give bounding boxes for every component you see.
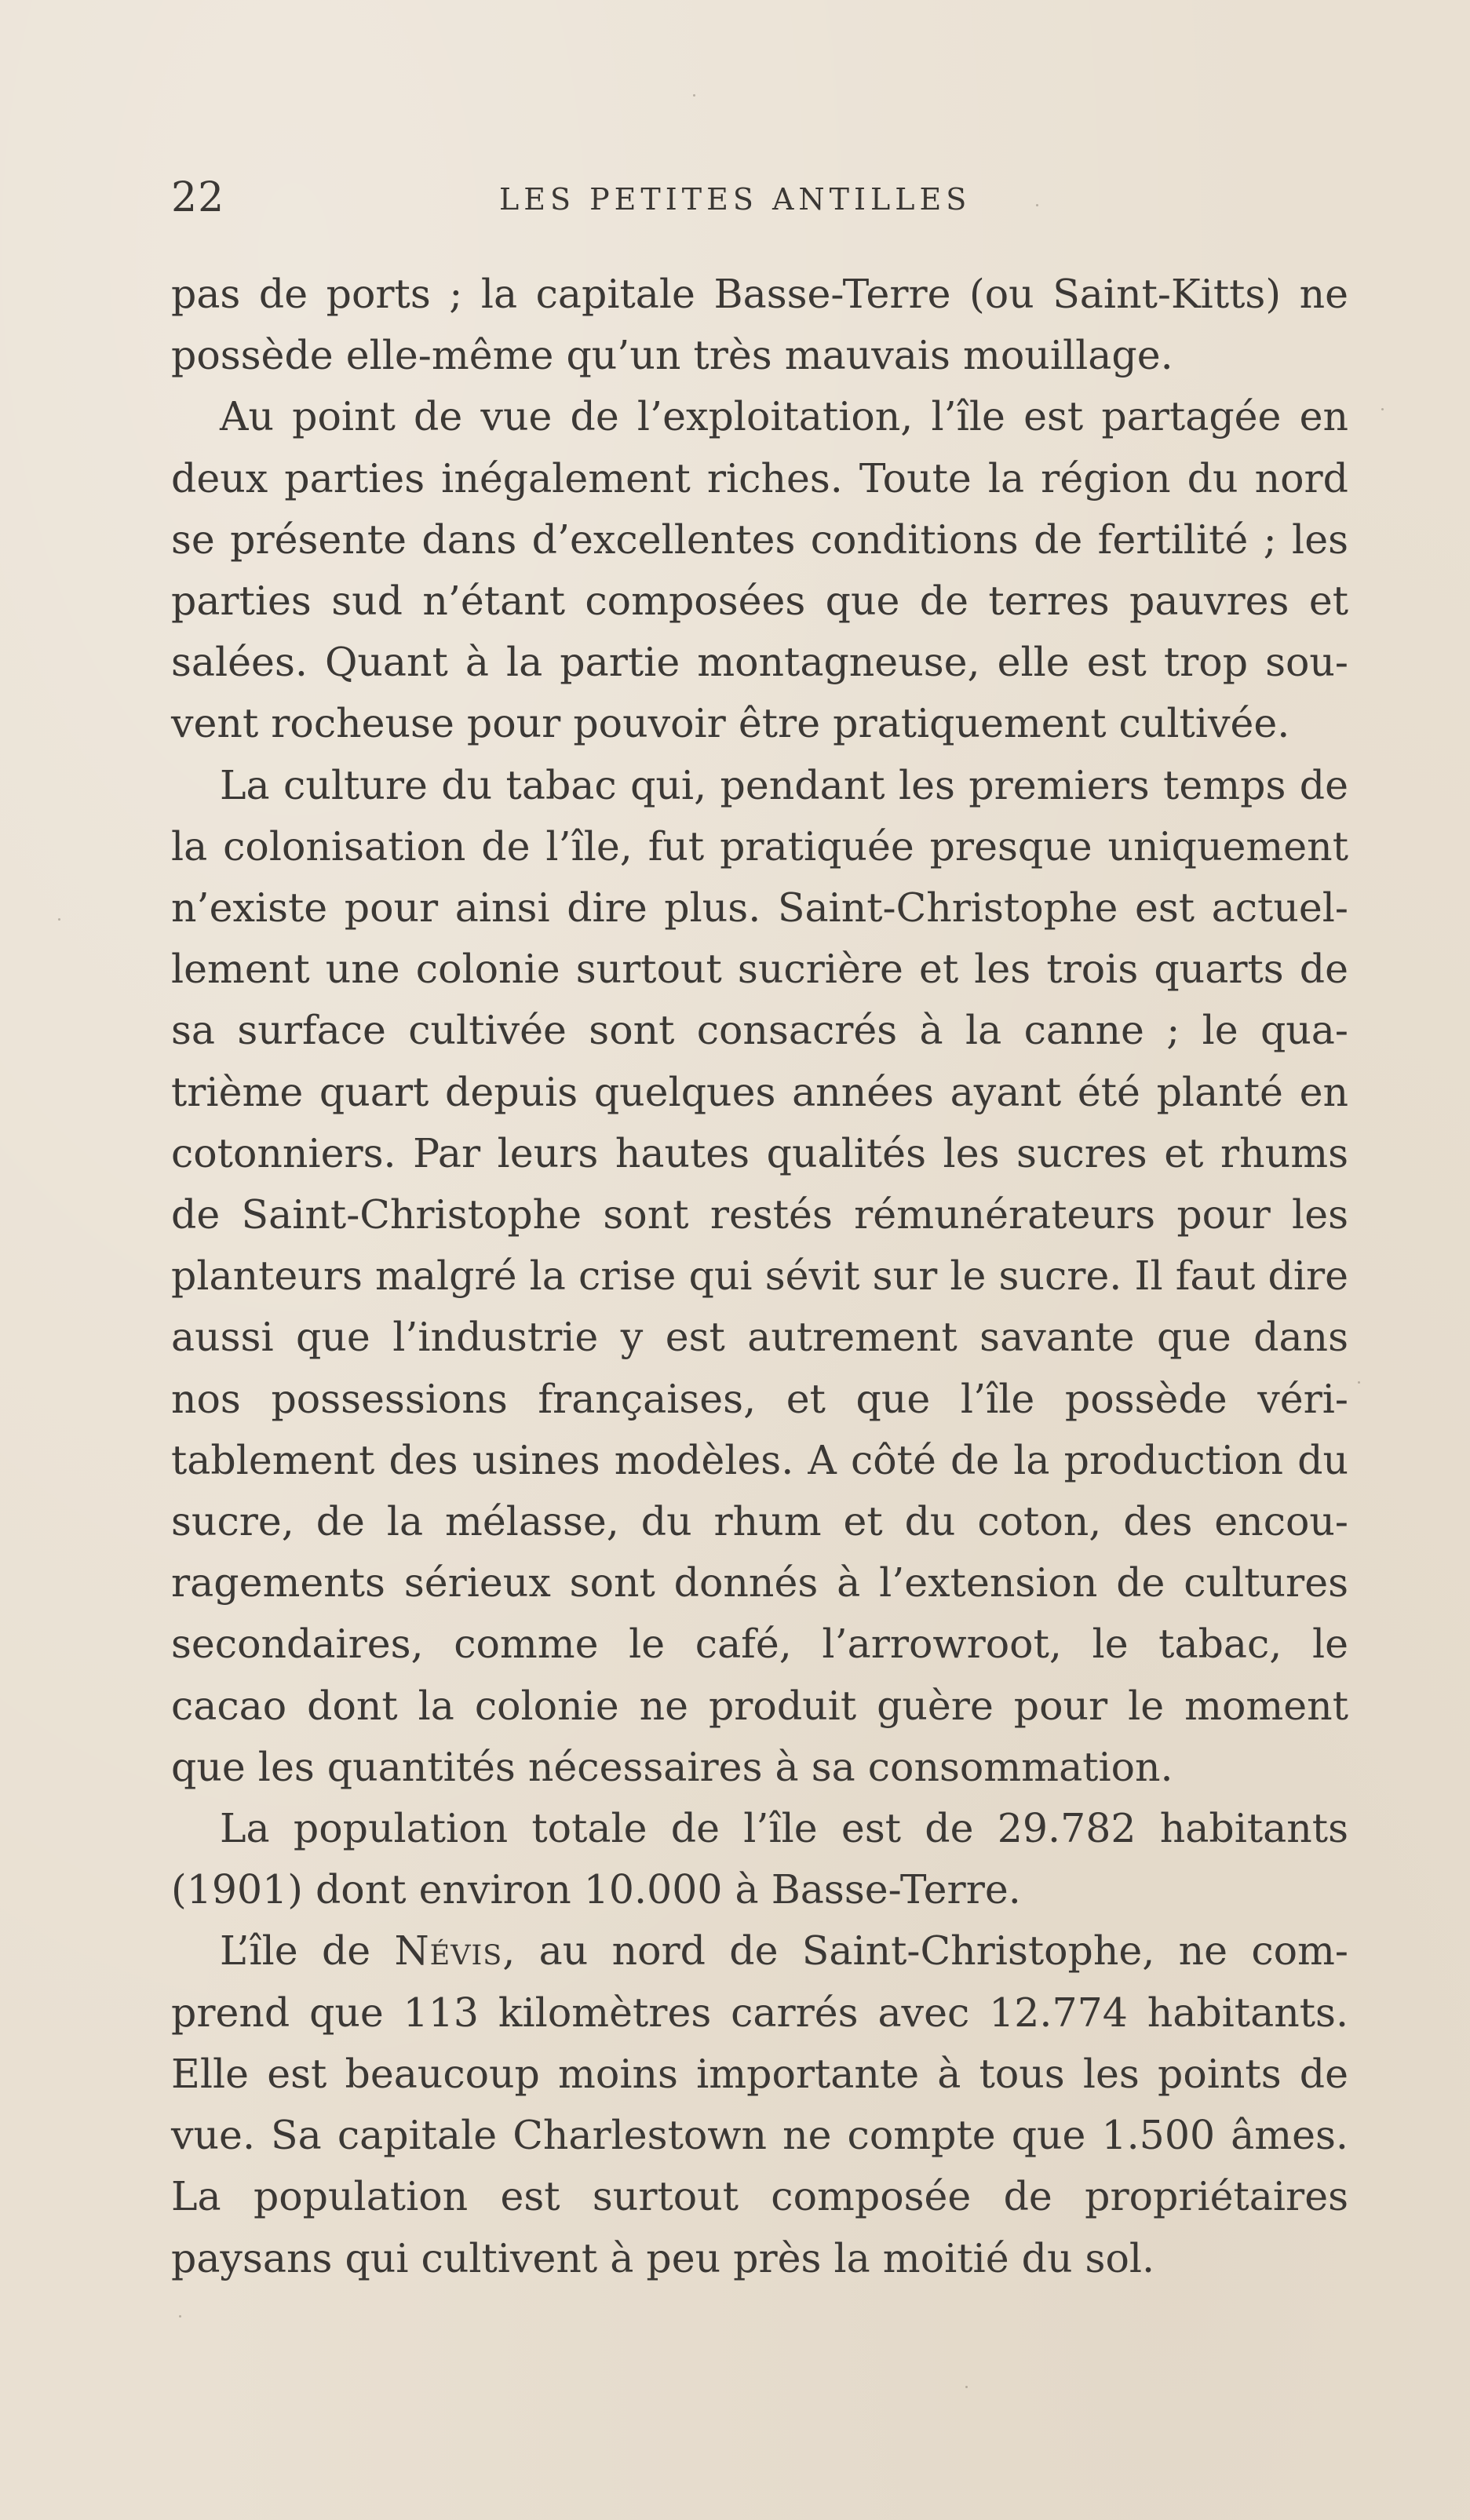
nevis-island-name: Névis	[394, 1927, 503, 1975]
paper-speck	[1036, 204, 1038, 206]
nevis-prefix: L’île de	[220, 1927, 395, 1975]
paragraph-culture: La culture du tabac qui, pendant les premiers temps de la colonisation de l’île, fut pratiquée presque uniquement n’existe pour ainsi dire plus. Saint-Christophe est actuellement une colonie surtout sucrière et les trois quarts de sa surface cultivée sont consacrés à la canne ; le quatrième quart depuis quelques années ayant été planté en cotonniers. Par leurs hautes qualités les sucres et rhums de Saint-Christophe sont restés rémunérateurs pour les planteurs malgré la crise qui sévit sur le sucre. Il faut dire aussi que l’industrie y est autrement savante que dans nos possessions françaises, et que l’île possède véritablement des usines modèles. A côté de la production du sucre, de la mélasse, du rhum et du coton, des encouragements sérieux sont donnés à l’extension de cultures secondaires, comme le café, l’arrowroot, le tabac, le cacao dont la colonie ne produit guère pour le moment que les quantités nécessaires à sa consommation.	[171, 761, 1348, 1790]
paragraph-nevis	[171, 1920, 1348, 2288]
running-title: LES PETITES ANTILLES	[499, 182, 972, 217]
body-text	[171, 264, 1348, 2289]
paper-speck	[1358, 1381, 1360, 1384]
paragraph-ports: pas de ports ; la capitale Basse-Terre (ou Saint-Kitts) ne possède elle-même qu’un très mauvais mouillage.	[171, 271, 1348, 379]
paper-speck	[58, 918, 60, 921]
paper-speck	[179, 2315, 181, 2318]
paper-speck	[693, 94, 695, 97]
running-head	[171, 174, 1348, 221]
paper-speck	[1381, 408, 1384, 410]
paragraph-population: La population totale de l’île est de 29.782 habitants (1901) dont environ 10.000 à Basse-Terre.	[171, 1805, 1348, 1913]
paragraph-exploitation: Au point de vue de l’exploitation, l’île est partagée en deux parties inégalement riches. Toute la région du nord se présente dans d’excellentes conditions de fertilité ; les parties sud n’étant composées que de terres pauvres et salées. Quant à la partie montagneuse, elle est trop souvent rocheuse pour pouvoir être pratiquement cultivée.	[171, 393, 1348, 747]
page-number: 22	[171, 174, 225, 221]
nevis-rest: , au nord de Saint-Christophe, ne comprend que 113 kilomètres carrés avec 12.774 habitants. Elle est beaucoup moins importante à tous les points de vue. Sa capitale Charlestown ne compte que 1.500 âmes. La population est surtout composée de propriétaires paysans qui cultivent à peu près la moitié du sol.	[171, 1927, 1348, 2281]
paper-speck	[965, 2386, 968, 2388]
